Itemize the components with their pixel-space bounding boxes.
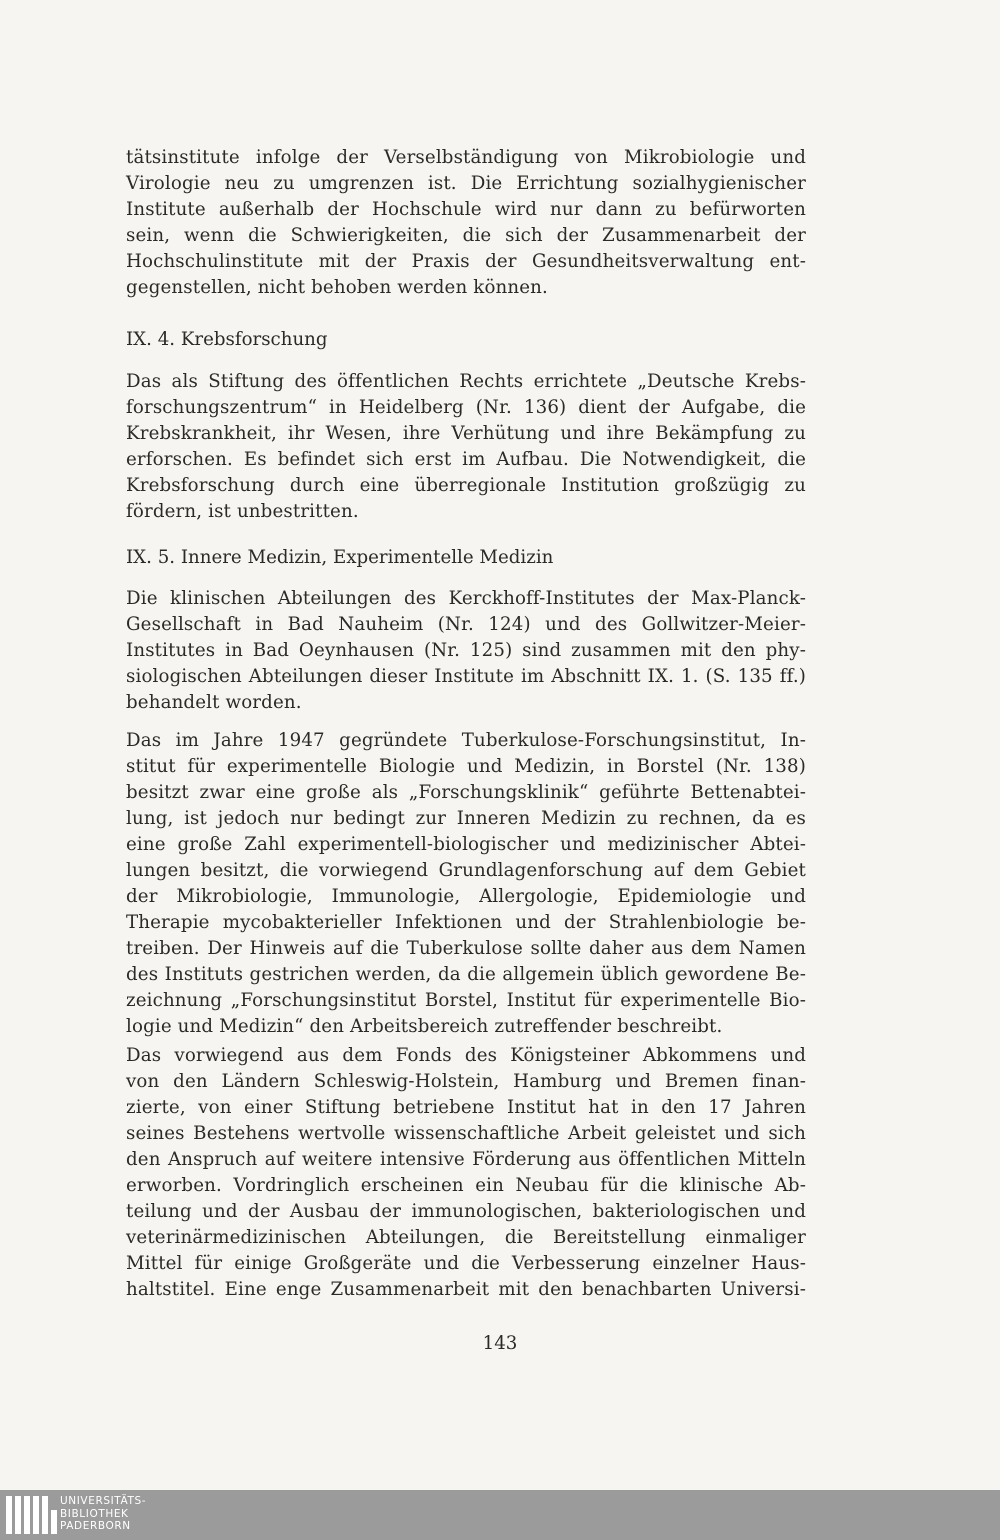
logo-line-2: BIBLIOTHEK — [60, 1507, 129, 1520]
text-line: haltstitel. Eine enge Zusammenarbeit mit den benachbarten Universi- — [126, 1279, 806, 1300]
section-heading-innere-medizin: IX. 5. Innere Medizin, Experimentelle Medizin — [126, 547, 554, 568]
text-line: eine große Zahl experimentell-biologischer und medizinischer Abtei- — [126, 834, 806, 855]
text-line: Das vorwiegend aus dem Fonds des Königsteiner Abkommens und — [126, 1045, 806, 1066]
text-line: erworben. Vordringlich erscheinen ein Neubau für die klinische Ab- — [126, 1175, 806, 1196]
text-line: zeichnung „Forschungsinstitut Borstel, Institut für experimentelle Bio- — [126, 990, 806, 1011]
text-line: fördern, ist unbestritten. — [126, 501, 359, 522]
text-line: logie und Medizin“ den Arbeitsbereich zutreffender beschreibt. — [126, 1016, 723, 1037]
library-footer-bar — [0, 1490, 1000, 1540]
text-line: von den Ländern Schleswig-Holstein, Hamburg und Bremen finan- — [126, 1071, 806, 1092]
text-line: den Anspruch auf weitere intensive Förderung aus öffentlichen Mitteln — [126, 1149, 806, 1170]
text-line: Institutes in Bad Oeynhausen (Nr. 125) sind zusammen mit den phy- — [126, 640, 806, 661]
text-line: besitzt zwar eine große als „Forschungsklinik“ geführte Bettenabtei- — [126, 782, 806, 803]
text-line: forschungszentrum“ in Heidelberg (Nr. 136) dient der Aufgabe, die — [126, 397, 806, 418]
logo-line-3: PADERBORN — [60, 1520, 131, 1532]
text-line: stitut für experimentelle Biologie und Medizin, in Borstel (Nr. 138) — [126, 756, 806, 777]
text-line: behandelt worden. — [126, 692, 302, 713]
text-line: teilung und der Ausbau der immunologischen, bakteriologischen und — [126, 1201, 806, 1222]
text-line: Krebsforschung durch eine überregionale Institution großzügig zu — [126, 475, 806, 496]
text-line: Das als Stiftung des öffentlichen Rechts errichtete „Deutsche Krebs- — [126, 371, 806, 392]
section-heading-krebsforschung: IX. 4. Krebsforschung — [126, 329, 328, 350]
paragraph-4 — [126, 728, 806, 1040]
paragraph-1 — [126, 145, 806, 301]
text-line: Virologie neu zu umgrenzen ist. Die Errichtung sozialhygienischer — [126, 173, 806, 194]
text-line: erforschen. Es befindet sich erst im Aufbau. Die Notwendigkeit, die — [126, 449, 806, 470]
text-line: Therapie mycobakterieller Infektionen und der Strahlenbiologie be- — [126, 912, 806, 933]
text-line: siologischen Abteilungen dieser Institute im Abschnitt IX. 1. (S. 135 ff.) — [126, 666, 806, 687]
text-line: gegenstellen, nicht behoben werden können. — [126, 277, 548, 298]
text-line: Das im Jahre 1947 gegründete Tuberkulose-Forschungsinstitut, In- — [126, 730, 806, 751]
text-line: veterinärmedizinischen Abteilungen, die Bereitstellung einmaliger — [126, 1227, 806, 1248]
paragraph-2 — [126, 369, 806, 525]
library-barcode-icon — [6, 1496, 57, 1534]
logo-line-1: UNIVERSITÄTS- — [60, 1495, 147, 1507]
text-line: tätsinstitute infolge der Verselbständigung von Mikrobiologie und — [126, 147, 806, 168]
text-line: seines Bestehens wertvolle wissenschaftliche Arbeit geleistet und sich — [126, 1123, 806, 1144]
text-line: Institute außerhalb der Hochschule wird nur dann zu befürworten — [126, 199, 806, 220]
paragraph-5 — [126, 1043, 806, 1303]
text-line: treiben. Der Hinweis auf die Tuberkulose sollte daher aus dem Namen — [126, 938, 806, 959]
text-line: zierte, von einer Stiftung betriebene Institut hat in den 17 Jahren — [126, 1097, 806, 1118]
paragraph-3 — [126, 586, 806, 716]
text-line: lung, ist jedoch nur bedingt zur Inneren Medizin zu rechnen, da es — [126, 808, 806, 829]
text-line: Die klinischen Abteilungen des Kerckhoff-Institutes der Max-Planck- — [126, 588, 806, 609]
page-number: 143 — [482, 1333, 518, 1354]
text-line: lungen besitzt, die vorwiegend Grundlagenforschung auf dem Gebiet — [126, 860, 806, 881]
text-line: Gesellschaft in Bad Nauheim (Nr. 124) und des Gollwitzer-Meier- — [126, 614, 806, 635]
text-line: der Mikrobiologie, Immunologie, Allergologie, Epidemiologie und — [126, 886, 806, 907]
text-line: Krebskrankheit, ihr Wesen, ihre Verhütung und ihre Bekämpfung zu — [126, 423, 806, 444]
text-line: sein, wenn die Schwierigkeiten, die sich der Zusammenarbeit der — [126, 225, 806, 246]
text-line: des Instituts gestrichen werden, da die allgemein üblich gewordene Be- — [126, 964, 806, 985]
text-line: Hochschulinstitute mit der Praxis der Gesundheitsverwaltung ent- — [126, 251, 806, 272]
text-line: Mittel für einige Großgeräte und die Verbesserung einzelner Haus- — [126, 1253, 806, 1274]
library-logo — [60, 1495, 146, 1533]
